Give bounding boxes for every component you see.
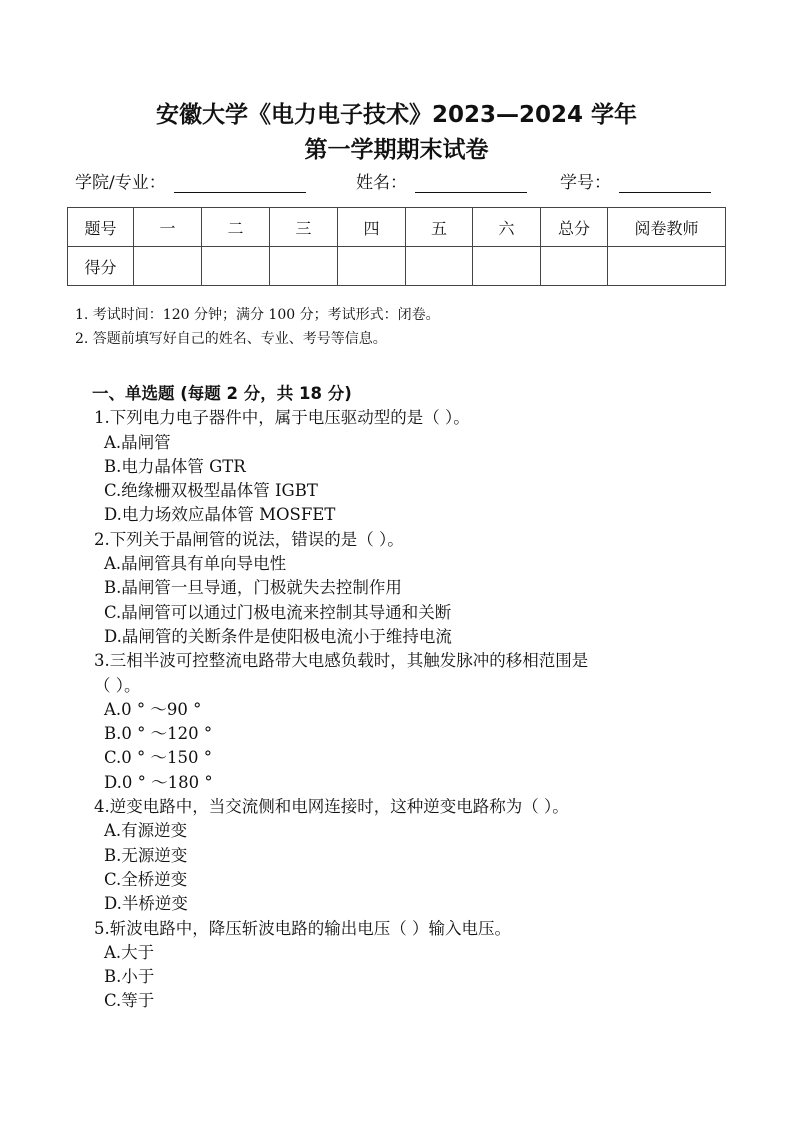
question-stem: 5.斩波电路中，降压斩波电路的输出电压（ ）输入电压。	[94, 918, 511, 938]
question-stem: 3.三相半波可控整流电路带大电感负载时，其触发脉冲的移相范围是	[94, 651, 589, 671]
option: B.电力晶体管 GTR	[104, 456, 246, 476]
option: B.无源逆变	[104, 845, 188, 865]
score-cell	[608, 247, 726, 286]
table-cell: 一	[134, 208, 202, 247]
option: B.小于	[104, 967, 155, 987]
name-blank[interactable]	[415, 174, 527, 193]
table-header-row	[68, 208, 726, 247]
option: B.晶闸管一旦导通，门极就失去控制作用	[104, 578, 402, 598]
table-cell: 题号	[68, 208, 134, 247]
college-field[interactable]	[75, 168, 306, 193]
option: A.0 ° ～90 °	[104, 699, 202, 719]
table-cell: 六	[473, 208, 541, 247]
question-stem-continued: （ ）。	[94, 675, 141, 695]
option: C.全桥逆变	[104, 869, 188, 889]
id-label: 学号：	[560, 173, 611, 193]
table-score-row	[68, 247, 726, 286]
college-label: 学院/专业：	[75, 173, 166, 193]
exam-title: 安徽大学《电力电子技术》2023—2024 学年	[155, 102, 638, 128]
question-stem: 1.下列电力电子器件中，属于电压驱动型的是（ ）。	[94, 408, 470, 428]
option: C.等于	[104, 991, 155, 1011]
table-cell: 总分	[541, 208, 608, 247]
option: D.电力场效应晶体管 MOSFET	[104, 505, 336, 525]
option: C.0 ° ～150 °	[104, 748, 213, 768]
option: A.大于	[104, 942, 155, 962]
note-1: 1. 考试时间：120 分钟；满分 100 分；考试形式：闭卷。	[75, 307, 440, 323]
score-cell	[541, 247, 608, 286]
table-cell: 阅卷教师	[608, 208, 726, 247]
table-cell: 二	[202, 208, 270, 247]
table-cell: 四	[338, 208, 406, 247]
option: D.0 ° ～180 °	[104, 772, 213, 792]
question-section	[94, 382, 588, 1014]
id-blank[interactable]	[619, 174, 711, 193]
score-cell	[473, 247, 541, 286]
note-2: 2. 答题前填写好自己的姓名、专业、考号等信息。	[75, 331, 387, 347]
id-field[interactable]	[560, 168, 711, 193]
name-label: 姓名：	[356, 173, 407, 193]
college-blank[interactable]	[174, 174, 306, 193]
option: A.晶闸管具有单向导电性	[104, 554, 287, 574]
option: D.晶闸管的关断条件是使阳极电流小于维持电流	[104, 626, 452, 646]
table-cell: 得分	[68, 247, 134, 286]
option: A.晶闸管	[104, 432, 171, 452]
name-field[interactable]	[356, 168, 527, 193]
score-cell	[406, 247, 473, 286]
score-cell	[202, 247, 270, 286]
score-table	[67, 207, 726, 286]
option: C.晶闸管可以通过门极电流来控制其导通和关断	[104, 602, 452, 622]
exam-subtitle: 第一学期期末试卷	[304, 137, 489, 163]
table-cell: 三	[270, 208, 338, 247]
table-cell: 五	[406, 208, 473, 247]
score-cell	[338, 247, 406, 286]
score-cell	[134, 247, 202, 286]
score-cell	[270, 247, 338, 286]
option: B.0 ° ～120 °	[104, 724, 213, 744]
section-title: 一、单选题 (每题 2 分，共 18 分)	[92, 384, 352, 403]
option: A.有源逆变	[104, 821, 188, 841]
option: D.半桥逆变	[104, 894, 188, 914]
option: C.绝缘栅双极型晶体管 IGBT	[104, 481, 318, 501]
question-stem: 4.逆变电路中，当交流侧和电网连接时，这种逆变电路称为（ ）。	[94, 797, 569, 817]
question-stem: 2.下列关于晶闸管的说法，错误的是（ ）。	[94, 529, 404, 549]
